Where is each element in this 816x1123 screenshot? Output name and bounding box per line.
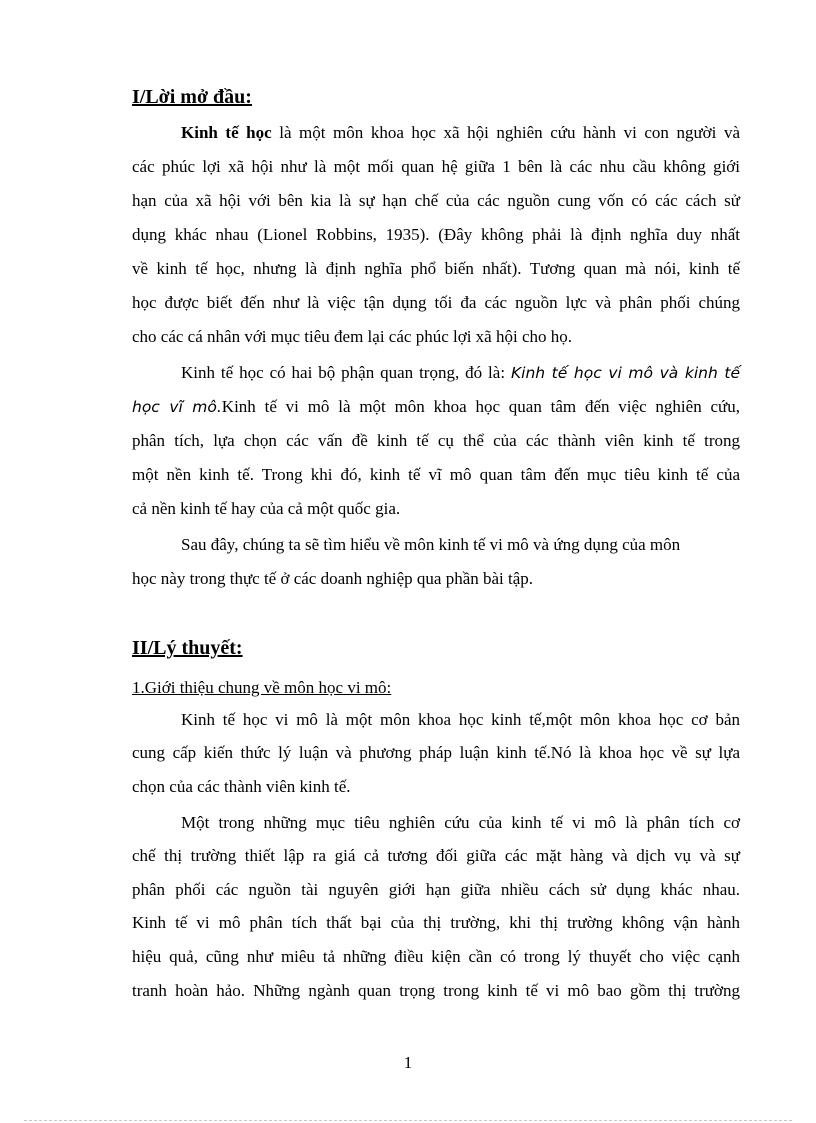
section-2-heading: II/Lý thuyết: — [132, 637, 243, 659]
s1-p1-line-7: cho các cá nhân với mục tiêu đem lại các phúc lợi xã hội cho họ. — [132, 327, 572, 346]
s1-p3-line-2: học này trong thực tế ở các doanh nghiệp qua phần bài tập. — [132, 569, 534, 588]
s1-p1-line-3: hạn của xã hội với bên kia là sự hạn chế của các nguồn cung vốn có các cách sử — [132, 191, 740, 210]
s1-p2-italic-1: Kinh tế học vi mô và kinh tế — [510, 364, 740, 382]
s2-p2-line-3: phân phối các nguồn tài nguyên giới hạn giữa nhiều cách sử dụng khác nhau. — [132, 880, 740, 899]
s2-p2-line-6: tranh hoàn hảo. Những ngành quan trọng trong kinh tế vi mô bao gồm thị trường — [132, 981, 740, 1000]
s1-p1-line-1-text: là một môn khoa học xã hội nghiên cứu hành vi con người và — [271, 123, 740, 142]
s2-p1-line-3: chọn của các thành viên kinh tế. — [132, 777, 351, 796]
s2-p2-line-1: Một trong những mục tiêu nghiên cứu của kinh tế vi mô là phân tích cơ — [181, 813, 740, 832]
s1-p1-line-2: các phúc lợi xã hội như là một mối quan hệ giữa 1 bên là các nhu cầu không giới — [132, 157, 740, 176]
s1-p1-line-4: dụng khác nhau (Lionel Robbins, 1935). (Đây không phải là định nghĩa duy nhất — [132, 225, 740, 244]
s2-p1-line-2: cung cấp kiến thức lý luận và phương pháp luận kinh tế.Nó là khoa học về sự lựa — [132, 743, 740, 762]
s1-p2-line-1 — [181, 362, 740, 384]
page-number: 1 — [403, 1053, 413, 1072]
s1-p2-line-3: phân tích, lựa chọn các vấn đề kinh tế cụ thể của các thành viên kinh tế trong — [132, 431, 740, 450]
kinh-te-hoc-term: Kinh tế học — [181, 123, 272, 142]
s2-p2-line-2: chế thị trường thiết lập ra giá cả tương đối giữa các mặt hàng và dịch vụ và sự — [132, 846, 740, 865]
s1-p2-line-4: một nền kinh tế. Trong khi đó, kinh tế vĩ mô quan tâm đến mục tiêu kinh tế của — [132, 465, 740, 484]
s2-p2-line-4: Kinh tế vi mô phân tích thất bại của thị trường, khi thị trường không vận hành — [132, 913, 740, 932]
s1-p2-rest: Kinh tế vi mô là một môn khoa học quan tâm đến việc nghiên cứu, — [221, 397, 741, 416]
s2-p2-line-5: hiệu quả, cũng như miêu tả những điều kiện cần có trong lý thuyết cho việc cạnh — [132, 947, 740, 966]
s1-p2-line-2 — [132, 396, 740, 418]
s1-p2-line-5: cả nền kinh tế hay của cả một quốc gia. — [132, 499, 401, 518]
s1-p2-italic-2: học vĩ mô. — [132, 398, 222, 416]
s1-p1-line-1 — [181, 122, 740, 144]
s1-p2-lead: Kinh tế học có hai bộ phận quan trọng, đó là: — [181, 363, 511, 382]
section-2-subheading: 1.Giới thiệu chung về môn học vi mô: — [132, 678, 392, 697]
s2-p1-line-1: Kinh tế học vi mô là một môn khoa học kinh tế,một môn khoa học cơ bản — [181, 710, 740, 729]
s1-p3-line-1: Sau đây, chúng ta sẽ tìm hiểu về môn kinh tế vi mô và ứng dụng của môn — [181, 535, 681, 554]
section-1-heading: I/Lời mở đầu: — [132, 86, 252, 108]
s1-p1-line-6: học được biết đến như là việc tận dụng tối đa các nguồn lực và phân phối chúng — [132, 293, 740, 312]
page-bottom-divider — [24, 1120, 792, 1121]
s1-p1-line-5: về kinh tế học, nhưng là định nghĩa phổ biến nhất). Tương quan mà nói, kinh tế — [132, 259, 740, 278]
